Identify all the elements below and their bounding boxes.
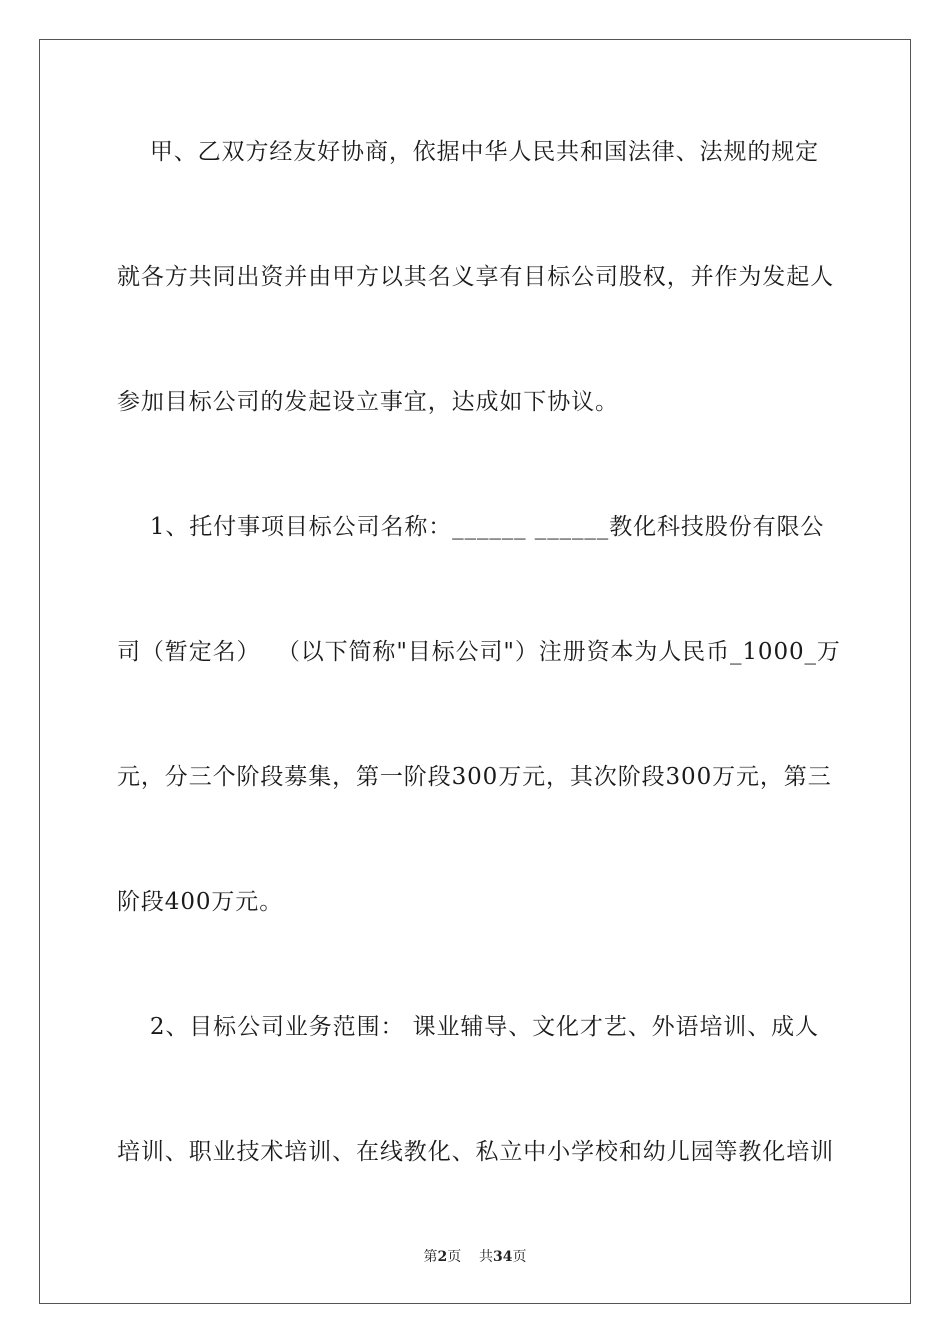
body-line-6: 元，分三个阶段募集，第一阶段300万元，其次阶段300万元，第三 [117,764,832,790]
body-line-1: 甲、乙双方经友好协商，依据中华人民共和国法律、法规的规定 [117,139,820,165]
footer-total-pages: 34 [493,1249,513,1265]
body-line-3: 参加目标公司的发起设立事宜，达成如下协议。 [117,389,619,415]
footer-page-prefix: 第 [423,1249,438,1265]
footer-total-prefix: 共 [479,1249,494,1265]
body-line-2: 就各方共同出资并由甲方以其名义享有目标公司股权，并作为发起人 [117,264,834,290]
page-footer [0,1248,950,1266]
body-line-7: 阶段400万元。 [117,889,284,915]
body-line-9: 培训、职业技术培训、在线教化、私立中小学校和幼儿园等教化培训 [117,1139,834,1165]
page-border [39,39,911,1304]
body-line-4: 1、托付事项目标公司名称：______ ______教化科技股份有限公 [117,514,825,540]
footer-current-page: 2 [437,1249,448,1265]
body-line-8: 2、目标公司业务范围： 课业辅导、文化才艺、外语培训、成人 [117,1014,819,1040]
body-line-5: 司（暂定名） （以下简称"目标公司"）注册资本为人民币_1000_万 [117,639,841,665]
footer-total-suffix: 页 [512,1249,527,1265]
footer-page-suffix: 页 [447,1249,462,1265]
